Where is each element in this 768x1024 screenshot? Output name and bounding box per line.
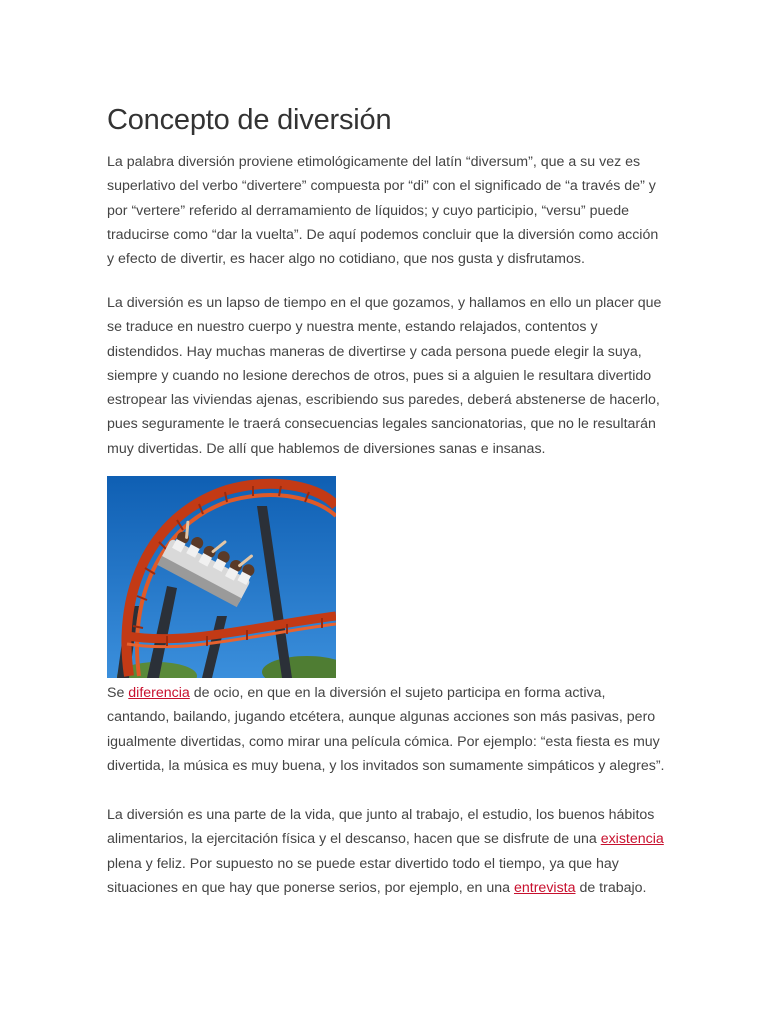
text-segment: plena y feliz. Por supuesto no se puede estar divertido todo el tiempo, ya que hay situaciones en que hay que ponerse serios, por ejemplo, en una bbox=[107, 855, 619, 896]
roller-coaster-photo bbox=[107, 476, 336, 678]
link-entrevista[interactable]: entrevista bbox=[513, 879, 576, 896]
paragraph-etymology: La palabra diversión proviene etimológicamente del latín “diversum”, que a su vez es superlativo del verbo “divertere” compuesta por “di” con el significado de “a través de” y por “vertere” referido al derramamiento de líquidos; y cuyo participio, “versu” puede traducirse como “dar la vuelta”. De aquí podemos concluir que la diversión como acción y efecto de divertir, es hacer algo no cotidiano, que nos gusta y disfrutamos. bbox=[107, 154, 659, 268]
paragraph-ocio bbox=[107, 681, 667, 778]
link-diferencia[interactable]: diferencia bbox=[128, 685, 190, 701]
text-segment: La diversión es una parte de la vida, que junto al trabajo, el estudio, los buenos hábitos alimentarios, la ejercitación física y el descanso, hacen que se disfrute de una bbox=[107, 807, 655, 848]
page-title: Concepto de diversión bbox=[107, 104, 392, 136]
text-segment: de ocio, en que en la diversión el sujeto participa en forma activa, cantando, bailando, jugando etcétera, aunque algunas acciones son más pasivas, pero igualmente divertidas, como mirar una película cómica. Por ejemplo: “esta fiesta es muy divertida, la música es muy buena, y los invitados son sumamente simpáticos y alegres”. bbox=[107, 685, 665, 774]
paragraph-definition: La diversión es un lapso de tiempo en el que gozamos, y hallamos en ello un placer que se traduce en nuestro cuerpo y nuestra mente, estando relajados, contentos y distendidos. Hay muchas maneras de divertirse y cada persona puede elegir la suya, siempre y cuando no lesione derechos de otros, pues si a alguien le resultara divertido estropear las viviendas ajenas, escribiendo sus paredes, deberá abstenerse de hacerlo, pues seguramente le traerá consecuencias legales sancionatorias, que no le resultarán muy divertidas. De allí que hablemos de diversiones sanas e insanas. bbox=[107, 295, 662, 457]
paragraph-vida bbox=[107, 803, 667, 900]
link-existencia[interactable]: existencia bbox=[600, 831, 664, 848]
text-segment: de trabajo. bbox=[575, 879, 647, 896]
text-segment: Se bbox=[107, 685, 129, 701]
